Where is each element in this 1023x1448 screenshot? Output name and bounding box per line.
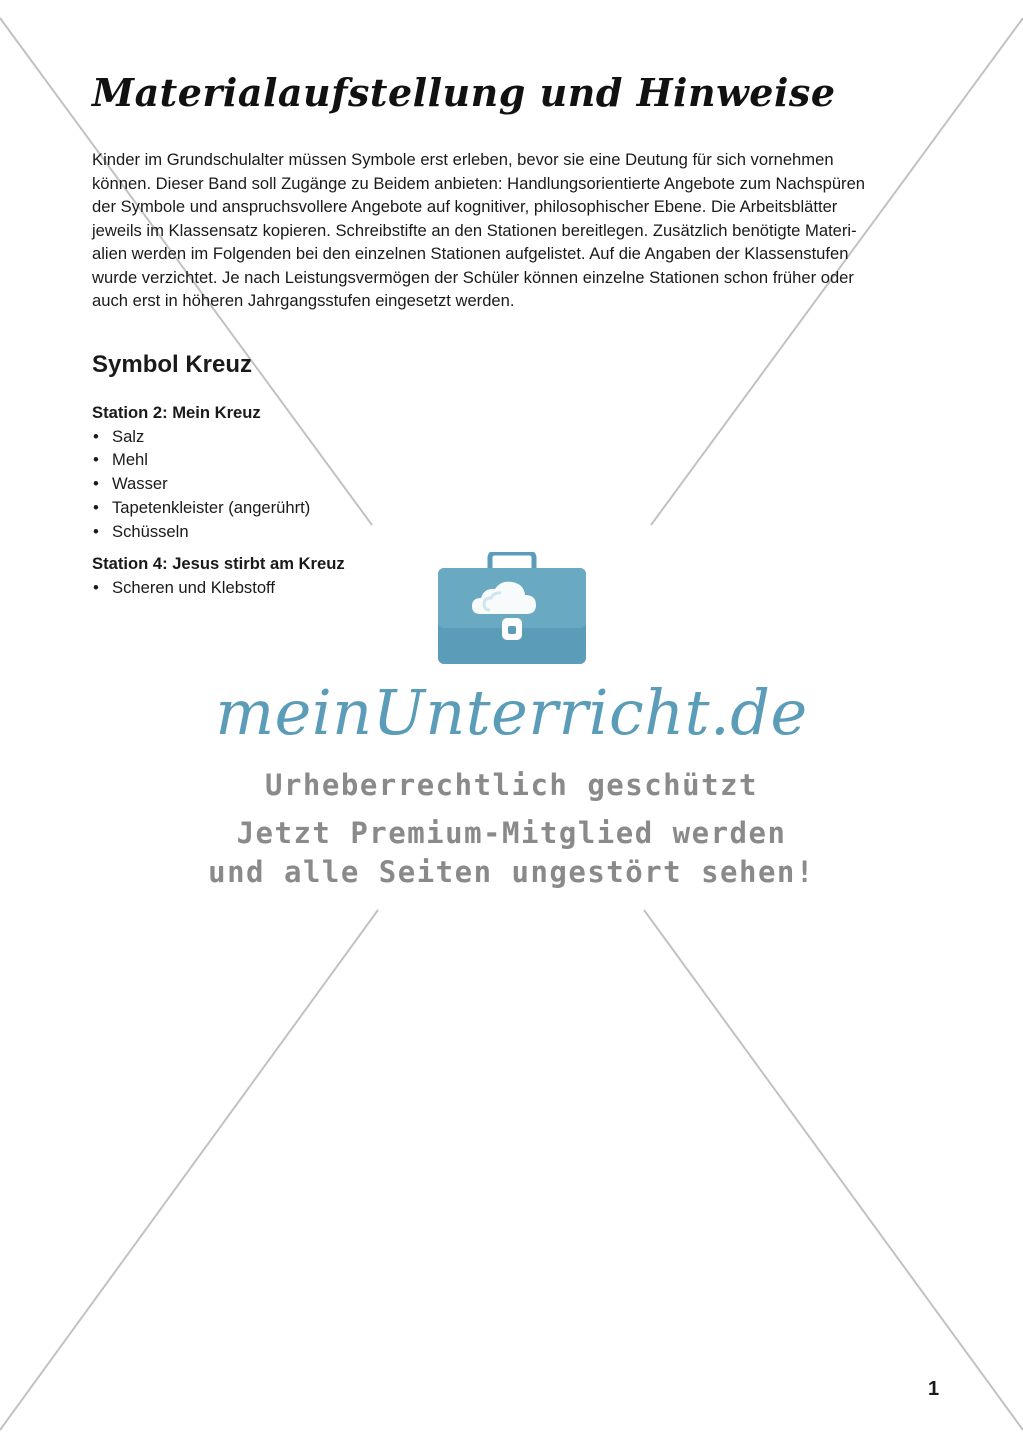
material-list (92, 425, 310, 544)
list-item-label: Salz (112, 426, 145, 446)
list-item (92, 448, 310, 472)
premium-notice-line: Jetzt Premium-Mitglied werden (236, 816, 787, 850)
list-item (92, 472, 310, 496)
intro-line: der Symbole und anspruchsvollere Angebote auf kognitiver, philosophischer Ebene. Die Arbeitsblätter (92, 197, 838, 216)
brand-watermark: meinUnterricht.de (215, 676, 808, 749)
intro-line: wurde verzichtet. Je nach Leistungsvermögen der Schüler können einzelne Stationen schon früher oder (92, 267, 854, 287)
list-item (92, 496, 310, 520)
premium-notice-line: und alle Seiten ungestört sehen! (208, 855, 815, 889)
station-block (92, 552, 345, 599)
material-list (92, 576, 345, 600)
list-item (92, 520, 310, 544)
list-item-label: Tapetenkleister (angerührt) (112, 497, 311, 517)
list-item-label: Scheren und Klebstoff (112, 577, 275, 597)
intro-line: alien werden im Folgenden bei den einzelnen Stationen aufgelistet. Auf die Angaben der Klassenstufen (92, 244, 849, 263)
briefcase-cloud-icon (438, 552, 586, 664)
bullet: • (93, 577, 99, 597)
bullet: • (93, 497, 99, 517)
list-item-label: Schüsseln (112, 521, 189, 541)
list-item (92, 425, 310, 449)
station-block (92, 401, 310, 543)
station-title: Station 4: Jesus stirbt am Kreuz (92, 554, 345, 573)
bullet: • (93, 426, 99, 446)
intro-paragraph (92, 148, 947, 313)
diagonal-line-bottom-left (0, 910, 378, 1430)
bullet: • (93, 521, 99, 541)
intro-line: Kinder im Grundschulalter müssen Symbole erst erleben, bevor sie eine Deutung für sich vornehmen (92, 150, 834, 169)
bullet: • (93, 450, 99, 470)
page-title: Materialaufstellung und Hinweise (92, 70, 836, 115)
intro-line: können. Dieser Band soll Zugänge zu Beidem anbieten: Handlungsorientierte Angebote zum Nachspüren (92, 173, 866, 193)
bullet: • (93, 474, 99, 494)
list-item-label: Mehl (112, 450, 148, 470)
intro-line: jeweils im Klassensatz kopieren. Schreibstifte an den Stationen bereitlegen. Zusätzlich benötigte Materi- (92, 220, 857, 240)
list-item (92, 576, 345, 600)
list-item-label: Wasser (112, 474, 168, 494)
diagonal-line-bottom-right (644, 910, 1023, 1430)
intro-line: auch erst in höheren Jahrgangsstufen eingesetzt werden. (92, 291, 515, 310)
section-title: Symbol Kreuz (92, 351, 253, 378)
page-number: 1 (928, 1378, 940, 1400)
station-title: Station 2: Mein Kreuz (92, 403, 261, 422)
copyright-notice: Urheberrechtlich geschützt (265, 768, 758, 802)
